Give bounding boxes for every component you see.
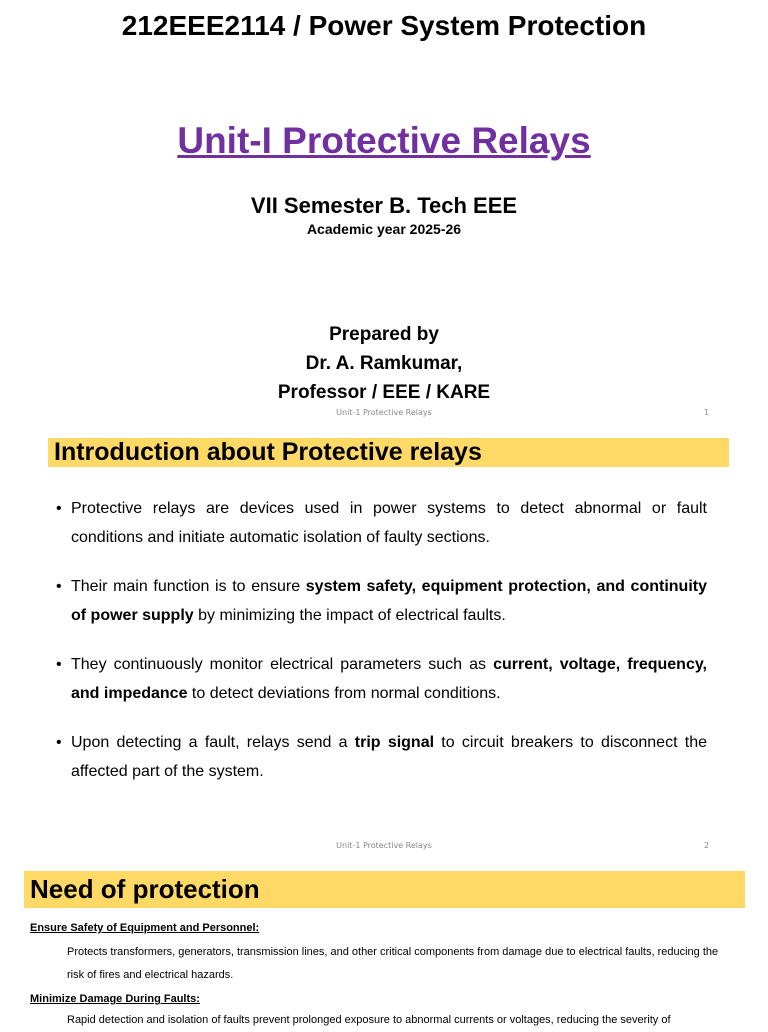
subheading-minimize-damage: Minimize Damage During Faults:	[30, 993, 200, 1005]
bullet-text: by minimizing the impact of electrical faults.	[193, 607, 506, 624]
slide-footer: Unit-1 Protective Relays	[336, 408, 432, 417]
bullet-icon: •	[56, 578, 62, 595]
bullet-item	[56, 728, 707, 786]
bullet-text-bold: trip signal	[354, 734, 435, 751]
bullet-text: to detect deviations from normal conditions.	[187, 685, 501, 702]
bullet-icon: •	[56, 656, 62, 673]
page-number: 1	[704, 408, 710, 417]
author-name: Dr. A. Ramkumar,	[305, 353, 463, 374]
bullet-text-bold: current, voltage, frequency, and impedance	[71, 656, 708, 702]
bullet-item	[56, 494, 707, 552]
bullet-text: They continuously monitor electrical parameters such as	[71, 656, 494, 673]
bullet-item	[56, 572, 707, 630]
bullet-text: Upon detecting a fault, relays send a	[71, 734, 355, 751]
bullet-icon: •	[56, 734, 62, 751]
paragraph-safety: Protects transformers, generators, transmission lines, and other critical components from damage due to electrical faults, reducing the risk of fires and electrical hazards.	[67, 946, 719, 981]
semester-line: VII Semester B. Tech EEE	[250, 193, 518, 218]
page-number: 2	[704, 841, 710, 850]
bullet-item	[56, 650, 707, 708]
section-heading-introduction: Introduction about Protective relays	[48, 438, 729, 467]
subheading-safety: Ensure Safety of Equipment and Personnel:	[30, 922, 260, 934]
paragraph-minimize-damage: Rapid detection and isolation of faults prevent prolonged exposure to abnormal currents or voltages, reducing the severity of	[67, 1014, 671, 1026]
prepared-by-label: Prepared by	[329, 324, 439, 345]
intro-bullet-list	[56, 494, 707, 806]
bullet-text: to circuit breakers to disconnect the affected part of the system.	[71, 734, 708, 780]
bullet-text: Protective relays are devices used in power systems to detect abnormal or fault conditions and initiate automatic isolation of faulty sections.	[71, 500, 707, 546]
academic-year: Academic year 2025-26	[306, 221, 462, 237]
course-title: 212EEE2114 / Power System Protection	[121, 10, 647, 41]
unit-title: Unit-I Protective Relays	[177, 120, 591, 161]
bullet-text-bold: system safety, equipment protection, and continuity of power supply	[71, 578, 707, 624]
bullet-icon: •	[56, 500, 62, 517]
slide-footer: Unit-1 Protective Relays	[336, 841, 432, 850]
author-designation: Professor / EEE / KARE	[277, 382, 491, 403]
bullet-text: Their main function is to ensure	[71, 578, 306, 595]
section-heading-need-of-protection: Need of protection	[24, 871, 745, 908]
